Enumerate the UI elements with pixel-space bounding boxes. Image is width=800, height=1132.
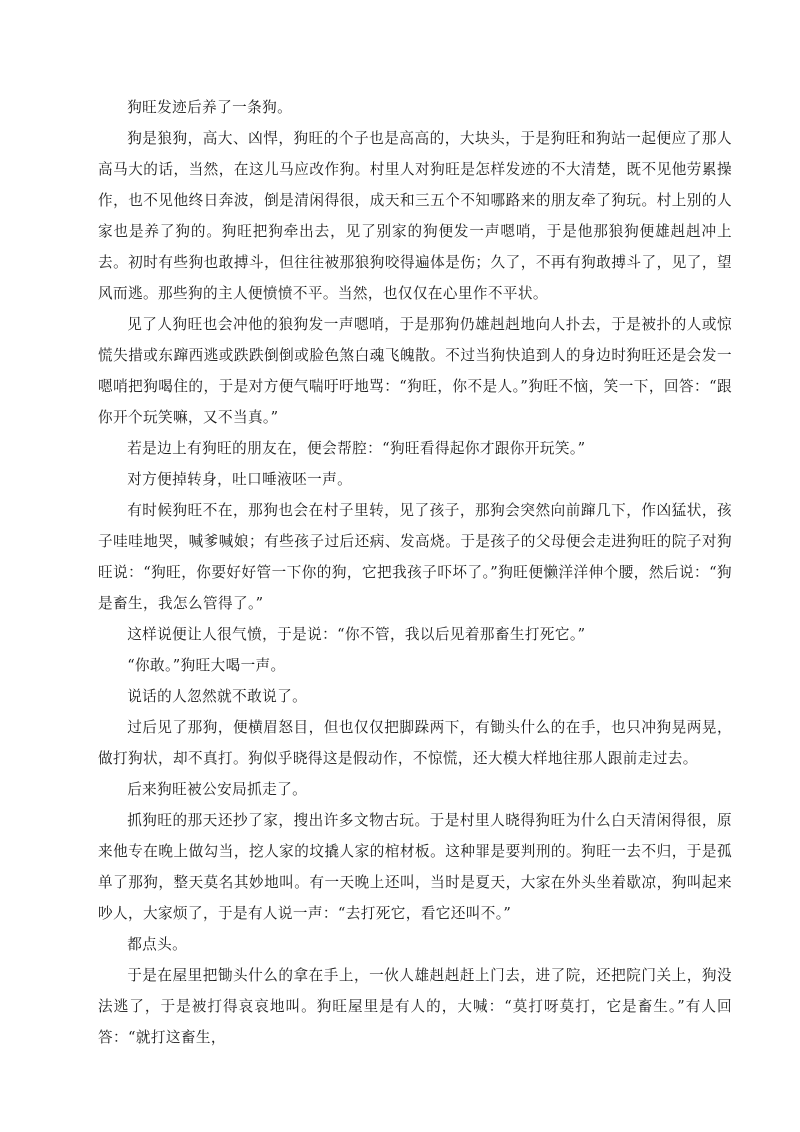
paragraph: 狗旺发迹后养了一条狗。 <box>127 99 293 116</box>
paragraph: 若是边上有狗旺的朋友在，便会帮腔：“狗旺看得起你才跟你开玩笑。” <box>127 440 586 457</box>
paragraph: 见了人狗旺也会冲他的狼狗发一声嗯哨，于是那狗仍雄赳赳地向人扑去，于是被扑的人或惊慌失措或东蹿西逃或跌跌倒倒或脸色煞白魂飞魄散。不过当狗快追到人的身边时狗旺还是会发一嗯哨把狗喝住的，于是对方便气喘吁吁地骂：“狗旺，你不是人。”狗旺不恼，笑一下，回答：“跟你开个玩笑嘛，又不当真。” <box>98 316 732 426</box>
paragraph: 对方便掉转身，吐口唾液呸一声。 <box>127 471 353 488</box>
paragraph: 都点头。 <box>127 936 188 953</box>
paragraph: “你敢。”狗旺大喝一声。 <box>127 657 286 674</box>
paragraph: 这样说便让人很气愤，于是说：“你不管，我以后见着那畜生打死它。” <box>127 626 586 643</box>
paragraph: 狗是狼狗，高大、凶悍，狗旺的个子也是高高的，大块头，于是狗旺和狗站一起便应了那人高马大的话，当然，在这儿马应改作狗。村里人对狗旺是怎样发迹的不大清楚，既不见他劳累操作，也不见他终日奔波，倒是清闲得很，成天和三五个不知哪路来的朋友牵了狗玩。村上别的人家也是养了狗的。狗旺把狗牵出去，见了别家的狗便发一声嗯哨，于是他那狼狗便雄赳赳冲上去。初时有些狗也敢搏斗，但往往被那狼狗咬得遍体是伤；久了，不再有狗敢搏斗了，见了，望风而逃。那些狗的主人便愤愤不平。当然，也仅仅在心里作不平状。 <box>98 130 732 302</box>
paragraph: 说话的人忽然就不敢说了。 <box>127 688 308 705</box>
paragraph: 过后见了那狗，便横眉怒目，但也仅仅把脚跺两下，有锄头什么的在手，也只冲狗晃两晃，做打狗状，却不真打。狗似乎晓得这是假动作，不惊慌，还大模大样地往那人跟前走过去。 <box>98 719 732 767</box>
paragraph: 抓狗旺的那天还抄了家，搜出许多文物古玩。于是村里人晓得狗旺为什么白天清闲得很，原来他专在晚上做勾当，挖人家的坟撬人家的棺材板。这种罪是要判刑的。狗旺一去不归，于是孤单了那狗，整天莫名其妙地叫。有一天晚上还叫，当时是夏天，大家在外头坐着歇凉，狗叫起来吵人，大家烦了，于是有人说一声：“去打死它，看它还叫不。” <box>98 812 732 922</box>
paragraph: 后来狗旺被公安局抓走了。 <box>127 781 308 798</box>
paragraph: 于是在屋里把锄头什么的拿在手上，一伙人雄赳赳赶上门去，进了院，还把院门关上，狗没法逃了，于是被打得哀哀地叫。狗旺屋里是有人的，大喊：“莫打呀莫打，它是畜生。”有人回答：“就打这畜生， <box>98 967 732 1046</box>
paragraph: 有时候狗旺不在，那狗也会在村子里转，见了孩子，那狗会突然向前蹿几下，作凶猛状，孩子哇哇地哭，喊爹喊娘；有些孩子过后还病、发高烧。于是孩子的父母便会走进狗旺的院子对狗旺说：“狗旺，你要好好管一下你的狗，它把我孩子吓坏了。”狗旺便懒洋洋伸个腰，然后说：“狗是畜生，我怎么管得了。” <box>98 502 732 612</box>
